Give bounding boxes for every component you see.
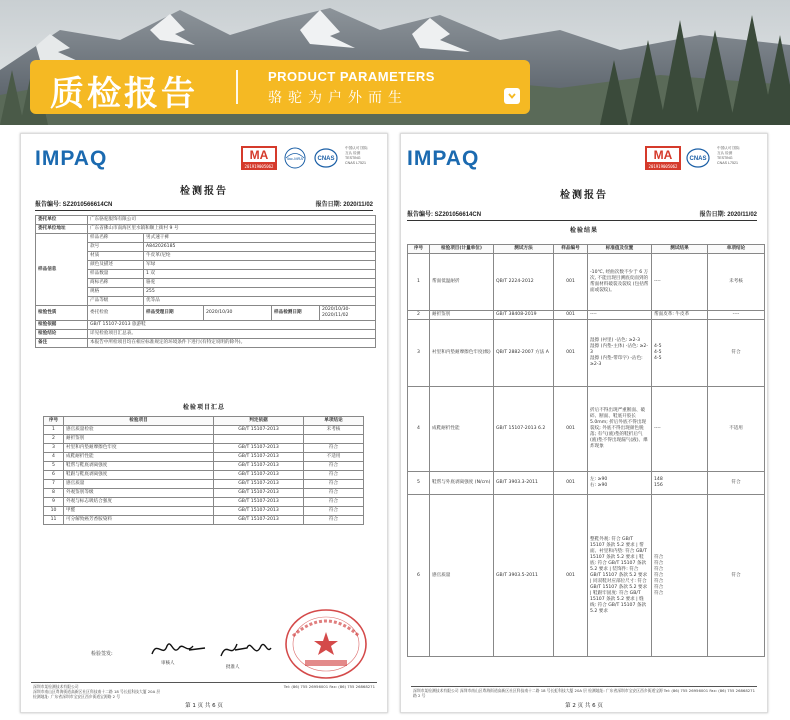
signature-1-image <box>149 636 209 662</box>
chevron-down-icon[interactable] <box>504 88 520 104</box>
results-caption: 检验结果 <box>569 227 598 234</box>
table-row: 10 甲醛 GB/T 15107-2013 符合 <box>44 507 364 516</box>
table-row: 3 衬里和内垫耐摩擦色牢度 GB/T 15107-2013 符合 <box>44 444 364 453</box>
signature-2-image <box>217 634 275 664</box>
footer-address: 深圳市某检测技术有限公司 深圳市南山区粤海街道高新区社区科技南十二路 18 号长虹科技大厦 20A 层 检测地址: 广东省深圳市宝安区西乡街道宝源路 2 号 <box>33 684 161 699</box>
ilac-mra-icon <box>281 146 309 170</box>
banner-title-en: PRODUCT PARAMETERS <box>268 69 435 84</box>
results-table: 序号 检验项目(计量单位) 测试方法 样品编号 标准值及位置 测试结果 单项结论 1 帮面低温耐折 QB/T 2224-2012 001 -10℃, 经曲次数不少于 6 万次, 不能出现目测底皮面到的帮面材料破裂及裂纹 (包括帮面或裂纹)。 ---- 未考核 2 耐折鉴别 GB/T 38408-2019 001 ---- 帮面皮革: 牛皮革 ---- 3 衬里和内垫耐摩擦色牢度(级) QB/T 2882-2007 方法 A 001 湿擦 (衬里) -沾色: ≥2-3 湿擦 (内垫-主体) -沾色: ≥2-3 湿擦 (内垫-带印字) -沾色: ≥2-3 4-5 4-5 4-5 符合 4 成鞋耐折性能 GB/T 15107-2013 6.2 001 折后不得出现严重断面、破碎、断面、鞋底开胶长 5.0mm; 折后外底不得出现裂纹; 外底不得出现颜色脱落; 有气(液)垫的鞋折后气(液)垫不得出现漏气(液)、爆炸现象 ---- 不适用 5 鞋帮与外底剥离强度 (N/cm) GB/T 3903.3-2011 001 左: ≥90 右: ≥90 148 156 符合 6 感官质量 GB/T 3903.5-2011 001 整鞋外观: 符合 GB/T 15107 条款 5.2 要求 | 帮面、衬里和内垫: 符合 GB/T 15107 条款 5.2 要求 | 鞋底: 符合 GB/T 15107 条款 5.2 要求 | 装饰件: 符合 GB/T 15107 条款 5.2 要求 | 同双鞋对应部位尺寸: 符合 GB/T 15107 条款 5.2 要求 | 鞋跟牢固度: 符合 GB/T 15107 条款 5.2 要求 | 缝线: 符合 GB/T 15107 条款 5.2 要求 符合 符合 符合 符合 符合 符合 符合 符合 <box>407 244 765 657</box>
table-row: 7 感官质量 GB/T 15107-2013 符合 <box>44 480 364 489</box>
certification-marks <box>241 146 369 170</box>
impaq-logo: IMPAQ <box>407 147 480 170</box>
table-row: 1 帮面低温耐折 QB/T 2224-2012 001 -10℃, 经曲次数不少于 6 万次, 不能出现目测底皮面到的帮面材料破裂及裂纹 (包括帮面或裂纹)。 ---- 未考核 <box>408 254 765 311</box>
signer-1-title: 审核人 <box>161 661 175 666</box>
report-meta <box>35 199 373 211</box>
title-bar <box>30 60 530 114</box>
report-title: 检测报告 <box>180 186 228 197</box>
table-row: 6 感官质量 GB/T 3903.5-2011 001 整鞋外观: 符合 GB/T 15107 条款 5.2 要求 | 帮面、衬里和内垫: 符合 GB/T 15107 条款 5.2 要求 | 鞋底: 符合 GB/T 15107 条款 5.2 要求 | 装饰件: 符合 GB/T 15107 条款 5.2 要求 | 同双鞋对应部位尺寸: 符合 GB/T 15107 条款 5.2 要求 | 鞋跟牢固度: 符合 GB/T 15107 条款 5.2 要求 | 缝线: 符合 GB/T 15107 条款 5.2 要求 符合 符合 符合 符合 符合 符合 符合 符合 <box>408 495 765 657</box>
footer-address: 深圳市某检测技术有限公司 深圳市南山区粤海街道高新区社区科技南十二路 18 号长虹科技大厦 20A 层 检测地址: 广东省深圳市宝安区西乡街道宝源路 2 号 <box>413 688 663 698</box>
page-number: 第 1 页 共 6 页 <box>185 703 223 709</box>
table-row: 6 鞋跟与鞋底剥离强度 GB/T 15107-2013 符合 <box>44 471 364 480</box>
summary-body <box>44 426 364 525</box>
report-date: 报告日期: 2020/11/02 <box>699 212 757 218</box>
banner-title: 质检报告 <box>50 74 198 114</box>
impaq-logo: IMPAQ <box>35 147 108 170</box>
table-row: 5 鞋帮与鞋底剥离强度 GB/T 15107-2013 符合 <box>44 462 364 471</box>
footer-divider <box>411 686 757 687</box>
table-row: 1 感官质量检验 GB/T 15107-2013 未考核 <box>44 426 364 435</box>
report-number: 报告编号: SZ2010566614CN <box>35 202 113 208</box>
cnas-logo-icon <box>685 146 711 170</box>
svg-text:CNAS: CNAS <box>689 156 707 162</box>
svg-text:ilac-MRA: ilac-MRA <box>286 156 304 161</box>
svg-text:CNAS: CNAS <box>317 156 335 162</box>
table-row: 2 耐折鉴别 GB/T 38408-2019 001 ---- 帮面皮革: 牛皮革 ---- <box>408 311 765 320</box>
cnas-caption: 中国认可 国际互认 检测 TESTING CNAS L7521 <box>717 146 740 165</box>
report-title: 检测报告 <box>560 190 608 201</box>
table-row: 11 可分解致癌芳香胺染料 GB/T 15107-2013 符合 <box>44 516 364 525</box>
report-date: 报告日期: 2020/11/02 <box>315 202 373 208</box>
cnas-caption: 中国认可 国际互认 检测 TESTING CNAS L7521 <box>345 146 368 165</box>
footer-divider <box>31 682 377 683</box>
sample-info-table: 委托单位 广东骆驼服饰有限公司 委托单位地址 广东省佛山市南海区里水镇和顺上街村 9 号 样品信息 样品名称 男式速干裤 款号 A842026185 材质 牛皮革/尼纶 颜色及描述 军绿 样品数量 1 双 商标名称 骆驼 规格 255 产品等级 优等品 检验性质 委托检验 样品受理日期 2020/10/30 样品检测日期 2020/10/30-2020/11/02 检验依据 GB/T 15107-2013 旅游鞋 检验结论 详见检验项目汇总表。 备注 本报告中所检项目均在相应标准规定的环境条件下进行(有特定说明的除外)。 <box>35 215 376 348</box>
table-row: 4 成鞋耐折性能 GB/T 15107-2013 6.2 001 折后不得出现严重断面、破碎、断面、鞋底开胶长 5.0mm; 折后外底不得出现裂纹; 外底不得出现颜色脱落; 有气(液)垫的鞋折后气(液)垫不得出现漏气(液)、爆炸现象 ---- 不适用 <box>408 387 765 472</box>
table-row: 8 外观鉴别等级 GB/T 15107-2013 符合 <box>44 489 364 498</box>
table-row: 2 耐折鉴别 <box>44 435 364 444</box>
summary-table: 序号 检验项目 判定依据 单项结论 1 感官质量检验 GB/T 15107-2013 未考核 2 耐折鉴别 3 衬里和内垫耐摩擦色牢度 GB/T 15107-2013 符合 4 成鞋耐折性能 GB/T 15107-2013 不适用 5 鞋帮与鞋底剥离强度 GB/T 15107-2013 符合 6 鞋跟与鞋底剥离强度 GB/T 15107-2013 符合 7 感官质量 GB/T 15107-2013 符合 8 外观鉴别等级 GB/T 15107-2013 符合 9 外观与标志吸结合强度 GB/T 15107-2013 符合 10 甲醛 GB/T 15107-2013 符合 11 可分解致癌芳香胺染料 GB/T 15107-2013 符合 <box>43 416 364 525</box>
footer-contact: Tel: (86) 755 26956001 Fax: (86) 755 26868271 <box>283 684 375 689</box>
title-divider <box>236 70 238 104</box>
cma-mark-icon: MA 201919005062 <box>645 146 681 170</box>
results-body <box>408 254 765 657</box>
page-number: 第 2 页 共 6 页 <box>565 703 603 709</box>
company-stamp-image <box>283 606 369 682</box>
summary-caption: 检验项目汇总 <box>182 404 225 411</box>
report-page-2 <box>400 133 768 713</box>
cnas-logo-icon <box>313 146 339 170</box>
certification-marks <box>645 146 741 170</box>
report-meta <box>407 209 757 221</box>
report-page-1 <box>20 133 388 713</box>
banner-subtitle: 骆驼为户外而生 <box>268 90 408 106</box>
table-row: 3 衬里和内垫耐摩擦色牢度(级) QB/T 2882-2007 方法 A 001 湿擦 (衬里) -沾色: ≥2-3 湿擦 (内垫-主体) -沾色: ≥2-3 湿擦 (内垫-带印字) -沾色: ≥2-3 4-5 4-5 4-5 符合 <box>408 320 765 387</box>
cma-mark-icon: MA 201919005062 <box>241 146 277 170</box>
table-row: 4 成鞋耐折性能 GB/T 15107-2013 不适用 <box>44 453 364 462</box>
banner <box>0 0 790 125</box>
signer-2-title: 批准人 <box>226 665 240 670</box>
sign-label: 检验签发: <box>91 651 113 657</box>
table-row: 5 鞋帮与外底剥离强度 (N/cm) GB/T 3903.3-2011 001 左: ≥90 右: ≥90 148 156 符合 <box>408 472 765 495</box>
report-number: 报告编号: SZ201056614CN <box>407 212 482 218</box>
signature-area <box>21 614 387 684</box>
footer-contact: Tel: (86) 755 26956001 Fax: (86) 755 26868271 <box>663 688 755 693</box>
table-row: 9 外观与标志吸结合强度 GB/T 15107-2013 符合 <box>44 498 364 507</box>
